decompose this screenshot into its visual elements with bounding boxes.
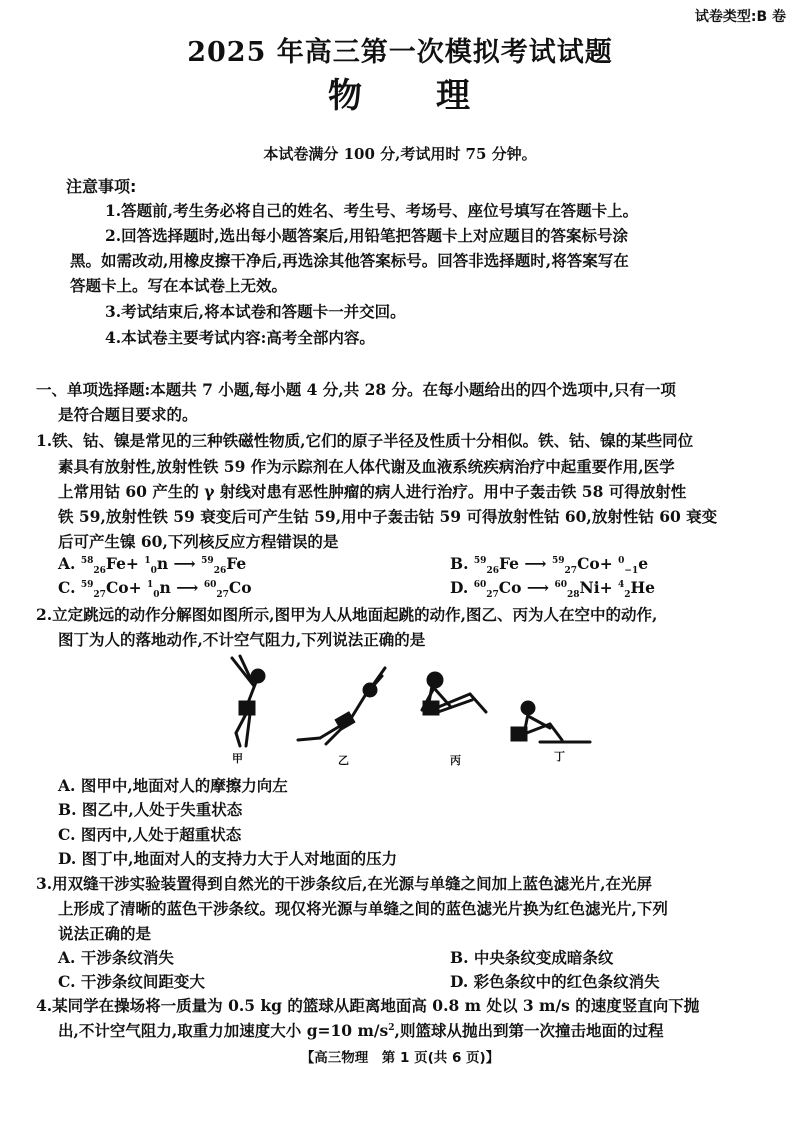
q1-line: 后可产生镍 60,下列核反应方程错误的是	[58, 532, 339, 551]
note-line: 1.答题前,考生务必将自己的姓名、考生号、考场号、座位号填写在答题卡上。	[105, 201, 639, 220]
figure-label-yi: 乙	[338, 754, 349, 767]
q1-line: 素具有放射性,放射性铁 59 作为示踪剂在人体代谢及血液系统疾病治疗中起重要作用,医学	[58, 457, 675, 476]
q2-line: 图丁为人的落地动作,不计空气阻力,下列说法正确的是	[58, 630, 426, 649]
section-heading: 一、单项选择题:本题共 7 小题,每小题 4 分,共 28 分。在每小题给出的四个选项中,只有一项	[36, 380, 676, 399]
q3-option-b: B. 中央条纹变成暗条纹	[450, 948, 614, 967]
note-line: 3.考试结束后,将本试卷和答题卡一并交回。	[105, 302, 406, 321]
q4-line: 4.某同学在操场将一质量为 0.5 kg 的篮球从距离地面高 0.8 m 处以 3 m/s 的速度竖直向下抛	[36, 996, 700, 1015]
q1-option-d: D. $^{60}_{27}$Co ⟶ $^{60}_{28}$Ni+ $^4_2$He	[450, 578, 656, 601]
note-line: 黑。如需改动,用橡皮擦干净后,再选涂其他答案标号。回答非选择题时,将答案写在	[70, 251, 629, 270]
q3-line: 说法正确的是	[58, 924, 152, 943]
exam-info: 本试卷满分 100 分,考试用时 75 分钟。	[263, 145, 537, 163]
q1-option-a: A. $^{58}_{26}$Fe+ $^1_0$n ⟶ $^{59}_{26}$Fe	[58, 554, 247, 577]
exam-title: 2025 年高三第一次模拟考试试题	[187, 37, 613, 68]
q2-option-a: A. 图甲中,地面对人的摩擦力向左	[58, 776, 288, 795]
note-line: 2.回答选择题时,选出每小题答案后,用铅笔把答题卡上对应题目的答案标号涂	[105, 226, 628, 245]
q3-option-d: D. 彩色条纹中的红色条纹消失	[450, 972, 660, 991]
figure-label-jia: 甲	[232, 752, 243, 765]
paper-type-label: 试卷类型:B 卷	[694, 9, 786, 25]
q1-option-b: B. $^{59}_{26}$Fe ⟶ $^{59}_{27}$Co+ $^0_{-1}$e	[450, 554, 649, 577]
figure-jia-person	[232, 656, 264, 746]
q1-line: 1.铁、钴、镍是常见的三种铁磁性物质,它们的原子半径及性质十分相似。铁、钴、镍的某些同位	[36, 431, 694, 450]
figure-label-bing: 丙	[450, 754, 461, 767]
q1-line: 铁 59,放射性铁 59 衰变后可产生钴 59,用中子轰击钴 59 可得放射性钴 60,放射性钴 60 衰变	[58, 507, 718, 526]
q1-option-c: C. $^{59}_{27}$Co+ $^1_0$n ⟶ $^{60}_{27}$Co	[58, 578, 252, 601]
jump-figure-svg	[210, 648, 610, 768]
q2-option-b: B. 图乙中,人处于失重状态	[58, 800, 243, 819]
q3-option-c: C. 干涉条纹间距变大	[58, 972, 205, 991]
q1-line: 上常用钴 60 产生的 γ 射线对患有恶性肿瘤的病人进行治疗。用中子轰击铁 58 可得放射性	[58, 482, 687, 501]
q3-line: 上形成了清晰的蓝色干涉条纹。现仅将光源与单缝之间的蓝色滤光片换为红色滤光片,下列	[58, 899, 668, 918]
standing-long-jump-figure	[210, 648, 610, 768]
q2-option-d: D. 图丁中,地面对人的支持力大于人对地面的压力	[58, 849, 398, 868]
subject-title: 物 理	[328, 76, 472, 116]
q3-line: 3.用双缝干涉实验装置得到自然光的干涉条纹后,在光源与单缝之间加上蓝色滤光片,在光屏	[36, 874, 652, 893]
q4-line: 出,不计空气阻力,取重力加速度大小 g=10 $m/s^2$,则篮球从抛出到第一次撞击地面的过程	[58, 1021, 664, 1040]
q2-line: 2.立定跳远的动作分解图如图所示,图甲为人从地面起跳的动作,图乙、丙为人在空中的动作,	[36, 605, 658, 624]
page-footer: 【高三物理 第 1 页(共 6 页)】	[300, 1050, 500, 1066]
q3-option-a: A. 干涉条纹消失	[58, 948, 174, 967]
section-heading-cont: 是符合题目要求的。	[58, 405, 198, 424]
notes-heading: 注意事项:	[66, 177, 137, 196]
note-line: 答题卡上。写在本试卷上无效。	[70, 276, 288, 295]
figure-yi-person	[298, 668, 385, 744]
note-line: 4.本试卷主要考试内容:高考全部内容。	[105, 328, 375, 347]
q2-option-c: C. 图丙中,人处于超重状态	[58, 825, 242, 844]
figure-ding-person	[512, 702, 590, 742]
figure-label-ding: 丁	[554, 750, 565, 763]
figure-bing-person	[422, 673, 486, 714]
